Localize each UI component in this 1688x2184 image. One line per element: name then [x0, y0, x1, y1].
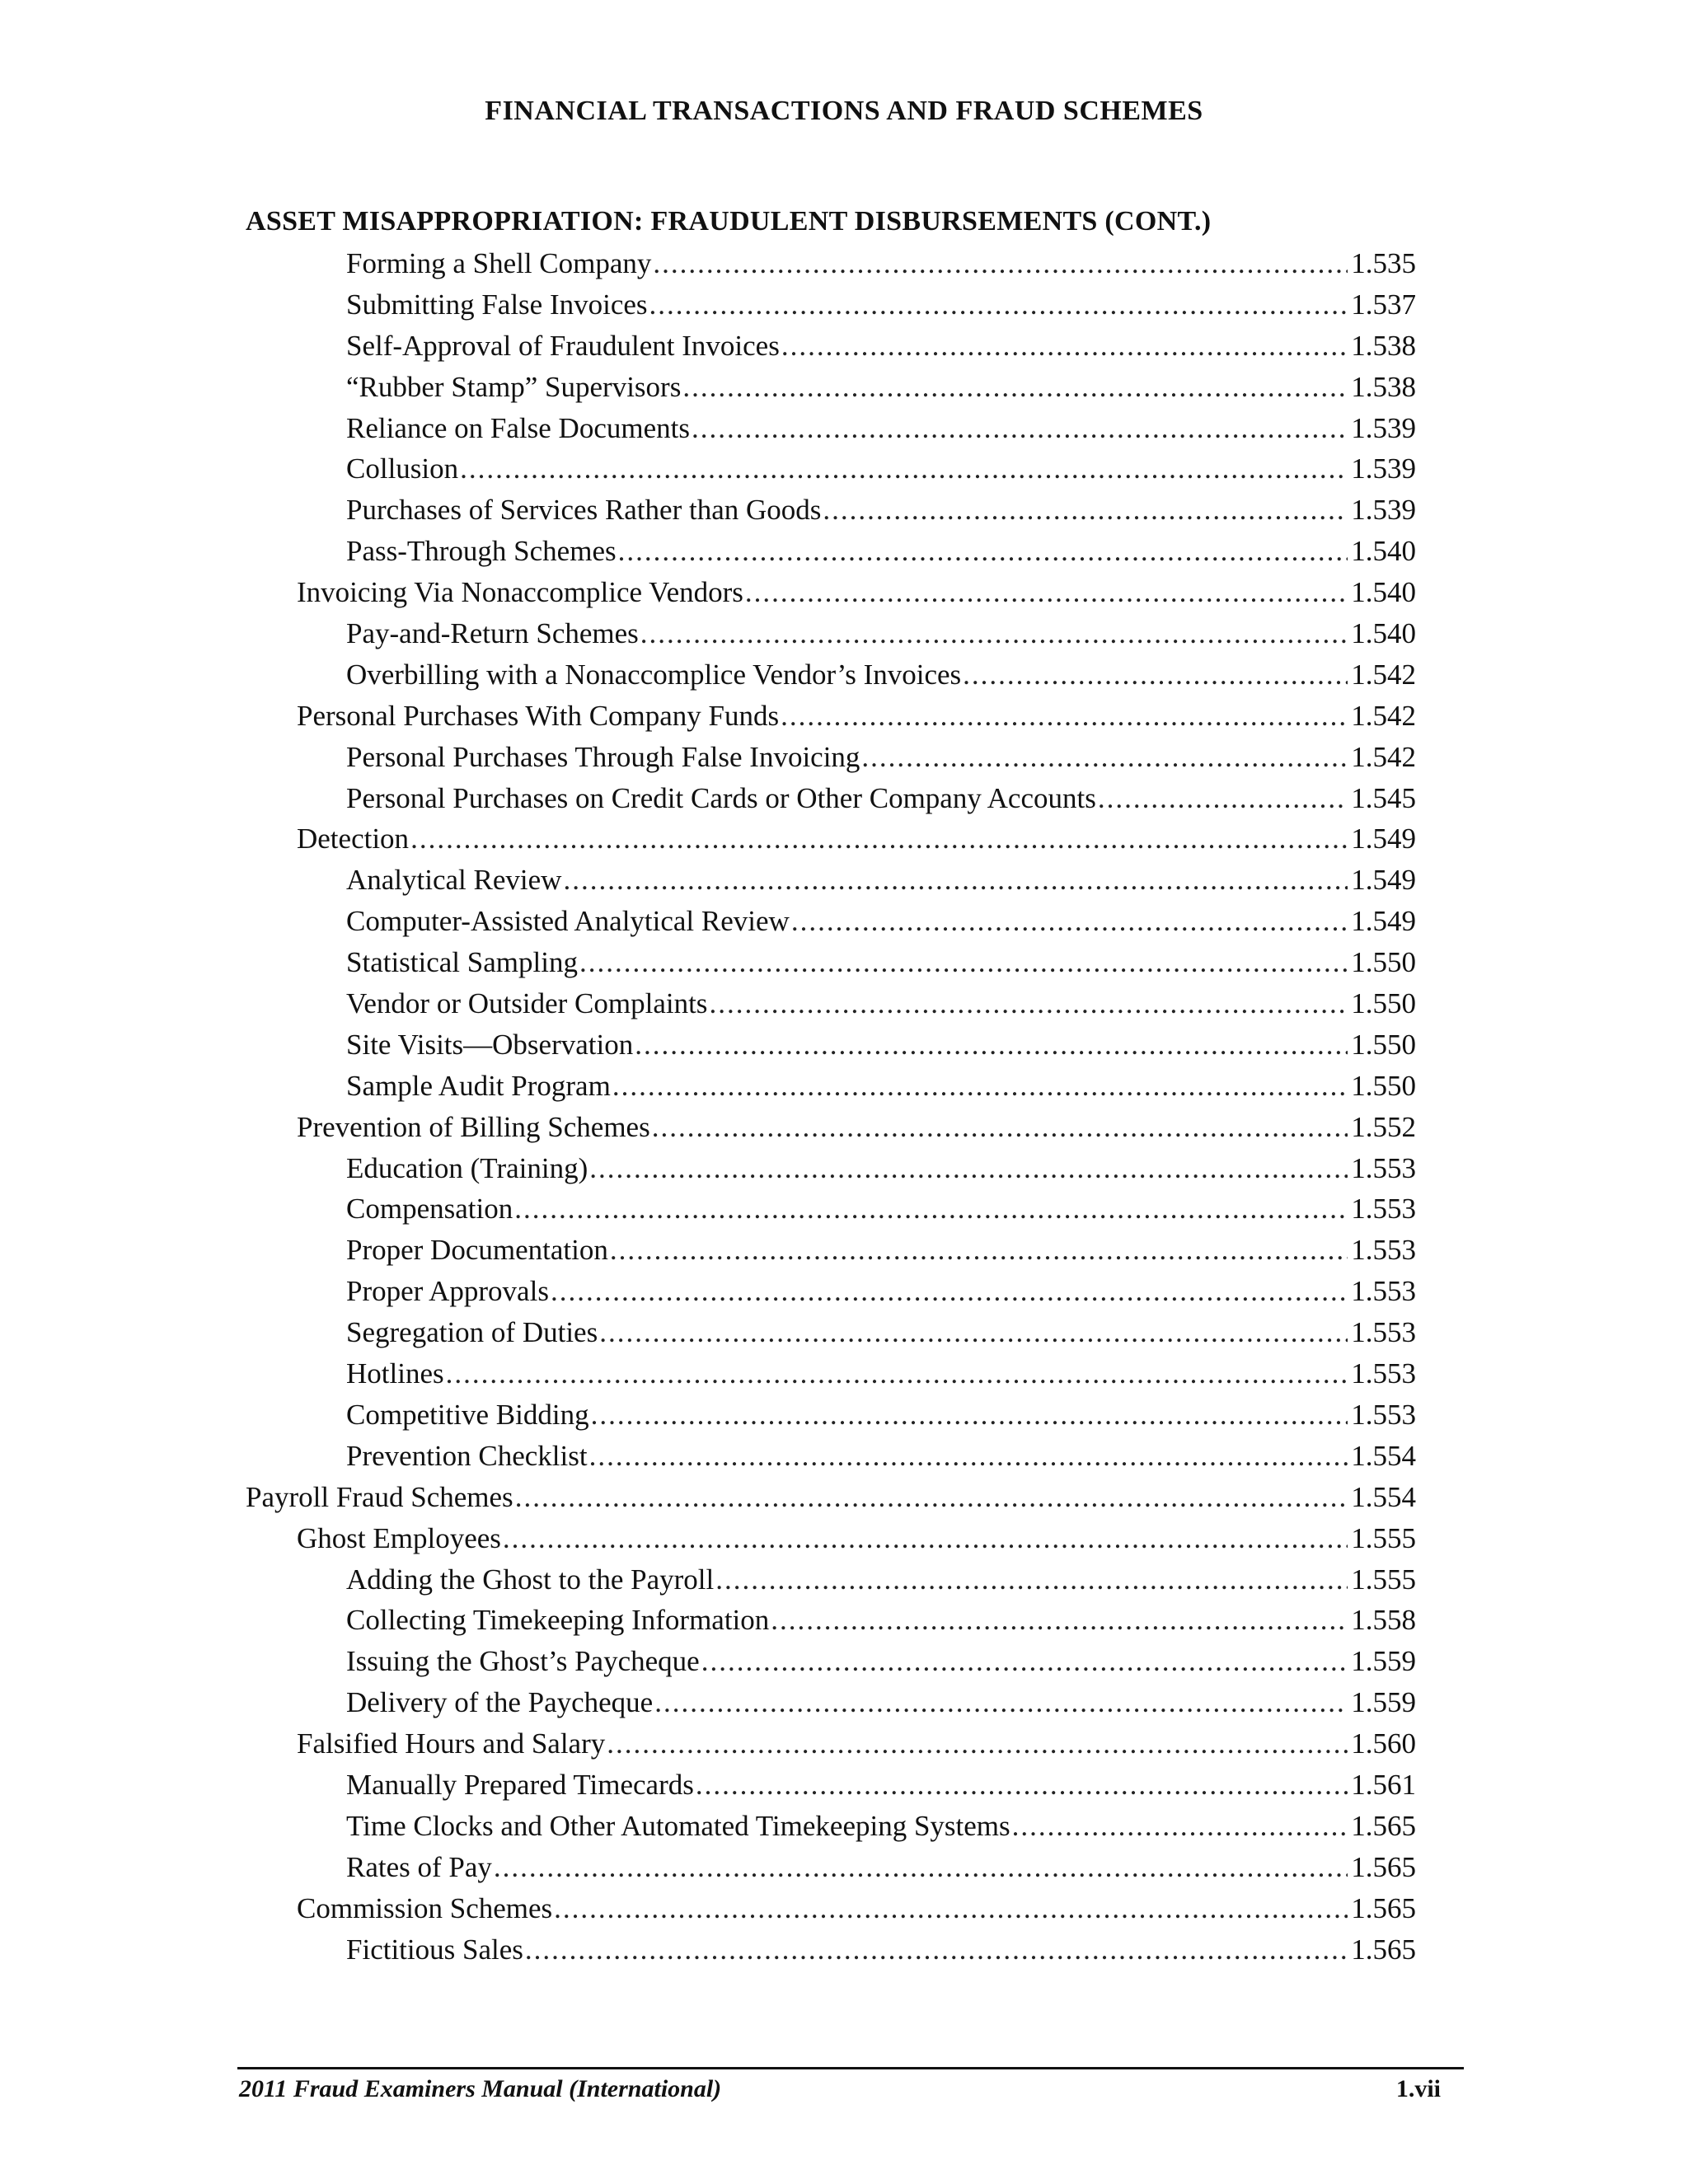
toc-entry — [246, 1357, 1416, 1399]
toc-dot-leader — [635, 1029, 1348, 1062]
toc-entry-label: Personal Purchases With Company Funds — [297, 699, 780, 732]
toc-entry-label: Falsified Hours and Salary — [297, 1727, 606, 1760]
page-title: FINANCIAL TRANSACTIONS AND FRAUD SCHEMES — [485, 96, 1203, 126]
toc-entry-page: 1.565 — [1351, 1891, 1416, 1924]
toc-dot-leader — [692, 412, 1348, 445]
toc-entry-label: Hotlines — [346, 1357, 444, 1390]
toc-entry — [246, 371, 1416, 412]
toc-dot-leader — [551, 1275, 1348, 1308]
toc-entry — [246, 1070, 1416, 1111]
toc-entry-label: Commission Schemes — [297, 1891, 553, 1924]
toc-entry-label: Computer-Assisted Analytical Review — [346, 905, 790, 938]
toc-dot-leader — [607, 1727, 1348, 1760]
toc-entry — [246, 1440, 1416, 1481]
toc-entry-page: 1.553 — [1351, 1193, 1416, 1226]
toc-dot-leader — [781, 330, 1348, 363]
toc-dot-leader — [1098, 782, 1348, 815]
toc-entry-page: 1.555 — [1351, 1563, 1416, 1596]
toc-entry-page: 1.555 — [1351, 1521, 1416, 1554]
toc-entry — [246, 1399, 1416, 1440]
toc-dot-leader — [709, 987, 1348, 1020]
toc-entry-label: Proper Documentation — [346, 1234, 608, 1267]
toc-entry-page: 1.540 — [1351, 576, 1416, 609]
toc-entry-page: 1.553 — [1351, 1151, 1416, 1184]
toc-entry-label: Pay-and-Return Schemes — [346, 617, 639, 650]
toc-entry-label: Pass-Through Schemes — [346, 535, 617, 568]
toc-dot-leader — [591, 1399, 1348, 1432]
toc-entry-label: Adding the Ghost to the Payroll — [346, 1563, 715, 1596]
toc-entry-label: Detection — [297, 823, 410, 855]
toc-dot-leader — [682, 371, 1348, 404]
toc-dot-leader — [653, 247, 1348, 280]
toc-entry-page: 1.553 — [1351, 1275, 1416, 1308]
toc-entry-label: Analytical Review — [346, 864, 562, 897]
toc-entry — [246, 905, 1416, 946]
toc-dot-leader — [589, 1152, 1348, 1185]
toc-entry-page: 1.554 — [1351, 1439, 1416, 1472]
toc-dot-leader — [715, 1563, 1348, 1596]
toc-entry — [246, 1686, 1416, 1727]
toc-entry-page: 1.553 — [1351, 1234, 1416, 1267]
toc-entry — [246, 946, 1416, 987]
toc-dot-leader — [612, 1070, 1348, 1103]
toc-entry-page: 1.549 — [1351, 905, 1416, 938]
toc-entry-label: Sample Audit Program — [346, 1069, 611, 1102]
toc-entry-label: Segregation of Duties — [346, 1316, 598, 1349]
toc-dot-leader — [589, 1440, 1348, 1473]
toc-entry — [246, 1522, 1416, 1563]
toc-dot-leader — [503, 1522, 1348, 1555]
toc-entry-label: Personal Purchases Through False Invoicing — [346, 740, 860, 773]
toc-dot-leader — [410, 823, 1348, 855]
toc-entry-page: 1.553 — [1351, 1357, 1416, 1390]
toc-entry — [246, 1275, 1416, 1316]
toc-entry — [246, 1727, 1416, 1769]
toc-entry-label: Issuing the Ghost’s Paycheque — [346, 1645, 700, 1678]
toc-entry — [246, 288, 1416, 330]
toc-entry-label: Proper Approvals — [346, 1275, 549, 1308]
toc-entry-label: Submitting False Invoices — [346, 288, 648, 321]
toc-dot-leader — [701, 1645, 1348, 1678]
toc-entry-page: 1.560 — [1351, 1727, 1416, 1760]
toc-entry — [246, 1481, 1416, 1522]
toc-dot-leader — [460, 452, 1348, 485]
footer-manual-title: 2011 Fraud Examiners Manual (International) — [239, 2075, 722, 2102]
toc-dot-leader — [745, 576, 1348, 609]
toc-entry — [246, 1111, 1416, 1152]
toc-dot-leader — [446, 1357, 1348, 1390]
toc-dot-leader — [696, 1769, 1348, 1802]
toc-dot-leader — [640, 617, 1348, 650]
toc-entry-label: Reliance on False Documents — [346, 411, 690, 444]
toc-dot-leader — [599, 1316, 1348, 1349]
toc-entry-page: 1.550 — [1351, 1069, 1416, 1102]
toc-entry — [246, 412, 1416, 453]
toc-entry — [246, 1769, 1416, 1810]
toc-entry-page: 1.535 — [1351, 247, 1416, 279]
toc-entry — [246, 1316, 1416, 1357]
toc-entry-page: 1.554 — [1351, 1480, 1416, 1513]
toc-entry — [246, 1645, 1416, 1686]
toc-entry-page: 1.538 — [1351, 329, 1416, 362]
toc-entry-page: 1.537 — [1351, 288, 1416, 321]
toc-entry-label: Site Visits—Observation — [346, 1028, 634, 1061]
toc-entry — [246, 452, 1416, 494]
toc-entry-label: Time Clocks and Other Automated Timekeeping Systems — [346, 1809, 1010, 1842]
toc-entry-page: 1.538 — [1351, 370, 1416, 403]
toc-entry — [246, 700, 1416, 741]
toc-dot-leader — [554, 1892, 1348, 1925]
toc-entry — [246, 1193, 1416, 1234]
toc-dot-leader — [525, 1933, 1348, 1966]
toc-entry-page: 1.540 — [1351, 617, 1416, 650]
table-of-contents — [246, 247, 1416, 1974]
toc-entry-label: Competitive Bidding — [346, 1398, 589, 1431]
toc-dot-leader — [494, 1851, 1348, 1884]
toc-entry-page: 1.539 — [1351, 494, 1416, 527]
toc-entry-label: Collecting Timekeeping Information — [346, 1604, 770, 1637]
toc-entry — [246, 864, 1416, 905]
toc-entry — [246, 1563, 1416, 1605]
toc-entry-page: 1.561 — [1351, 1768, 1416, 1801]
toc-entry-label: Rates of Pay — [346, 1850, 492, 1883]
toc-entry-label: Ghost Employees — [297, 1521, 501, 1554]
toc-entry — [246, 1234, 1416, 1275]
toc-entry — [246, 658, 1416, 700]
toc-entry — [246, 1892, 1416, 1933]
toc-dot-leader — [579, 946, 1348, 979]
toc-dot-leader — [618, 535, 1348, 568]
toc-dot-leader — [861, 741, 1348, 774]
toc-entry-page: 1.565 — [1351, 1809, 1416, 1842]
toc-dot-leader — [610, 1234, 1348, 1267]
toc-entry — [246, 741, 1416, 782]
toc-entry — [246, 1851, 1416, 1892]
footer-page-number: 1.vii — [1395, 2075, 1441, 2102]
toc-entry — [246, 330, 1416, 371]
toc-entry-page: 1.552 — [1351, 1110, 1416, 1143]
toc-entry-label: Purchases of Services Rather than Goods — [346, 494, 822, 527]
toc-entry — [246, 617, 1416, 658]
toc-entry-page: 1.549 — [1351, 823, 1416, 855]
toc-dot-leader — [781, 700, 1348, 733]
toc-dot-leader — [654, 1686, 1348, 1719]
toc-entry — [246, 535, 1416, 576]
toc-entry-label: Invoicing Via Nonaccomplice Vendors — [297, 576, 743, 609]
toc-entry-page: 1.550 — [1351, 1028, 1416, 1061]
toc-entry-page: 1.553 — [1351, 1398, 1416, 1431]
section-heading: ASSET MISAPPROPRIATION: FRAUDULENT DISBURSEMENTS (CONT.) — [246, 206, 1212, 237]
toc-entry-label: Forming a Shell Company — [346, 247, 652, 279]
toc-entry-page: 1.559 — [1351, 1686, 1416, 1719]
toc-dot-leader — [791, 905, 1348, 938]
toc-entry-label: Personal Purchases on Credit Cards or Other Company Accounts — [346, 781, 1096, 814]
toc-entry — [246, 1810, 1416, 1851]
toc-entry-page: 1.559 — [1351, 1645, 1416, 1678]
toc-dot-leader — [771, 1604, 1348, 1637]
toc-entry-label: Vendor or Outsider Complaints — [346, 987, 708, 1020]
toc-entry-page: 1.540 — [1351, 535, 1416, 568]
toc-dot-leader — [1012, 1810, 1348, 1843]
toc-entry-label: Fictitious Sales — [346, 1933, 523, 1966]
toc-entry — [246, 1029, 1416, 1070]
toc-entry-page: 1.539 — [1351, 411, 1416, 444]
toc-entry-label: Manually Prepared Timecards — [346, 1768, 694, 1801]
toc-entry — [246, 247, 1416, 288]
toc-entry-page: 1.550 — [1351, 987, 1416, 1020]
toc-entry-page: 1.553 — [1351, 1316, 1416, 1349]
toc-entry-label: Compensation — [346, 1193, 513, 1226]
toc-dot-leader — [515, 1481, 1348, 1514]
toc-entry-label: Education (Training) — [346, 1151, 588, 1184]
toc-entry-label: Payroll Fraud Schemes — [246, 1480, 513, 1513]
toc-entry-page: 1.545 — [1351, 781, 1416, 814]
toc-entry — [246, 782, 1416, 823]
toc-dot-leader — [514, 1193, 1348, 1226]
toc-entry-page: 1.542 — [1351, 699, 1416, 732]
toc-dot-leader — [649, 288, 1348, 321]
footer-divider — [237, 2067, 1464, 2069]
toc-entry-label: Delivery of the Paycheque — [346, 1686, 654, 1719]
toc-entry-page: 1.565 — [1351, 1850, 1416, 1883]
toc-entry-page: 1.542 — [1351, 658, 1416, 691]
toc-dot-leader — [823, 494, 1348, 527]
toc-entry-label: Prevention Checklist — [346, 1439, 588, 1472]
toc-entry-label: Overbilling with a Nonaccomplice Vendor’s Invoices — [346, 658, 962, 691]
toc-entry-page: 1.565 — [1351, 1933, 1416, 1966]
toc-entry — [246, 823, 1416, 864]
toc-entry-page: 1.549 — [1351, 864, 1416, 897]
toc-dot-leader — [652, 1111, 1348, 1144]
toc-entry — [246, 576, 1416, 617]
toc-entry-page: 1.558 — [1351, 1604, 1416, 1637]
toc-entry — [246, 1152, 1416, 1193]
toc-entry — [246, 494, 1416, 535]
toc-entry — [246, 987, 1416, 1029]
toc-entry-page: 1.539 — [1351, 452, 1416, 485]
toc-entry-label: “Rubber Stamp” Supervisors — [346, 370, 682, 403]
toc-entry-label: Statistical Sampling — [346, 946, 578, 979]
toc-entry-label: Prevention of Billing Schemes — [297, 1110, 650, 1143]
toc-entry-label: Collusion — [346, 452, 459, 485]
toc-dot-leader — [563, 864, 1348, 897]
toc-dot-leader — [963, 658, 1348, 691]
toc-entry-page: 1.542 — [1351, 740, 1416, 773]
toc-entry — [246, 1604, 1416, 1645]
toc-entry-page: 1.550 — [1351, 946, 1416, 979]
toc-entry — [246, 1933, 1416, 1975]
toc-entry-label: Self-Approval of Fraudulent Invoices — [346, 329, 780, 362]
